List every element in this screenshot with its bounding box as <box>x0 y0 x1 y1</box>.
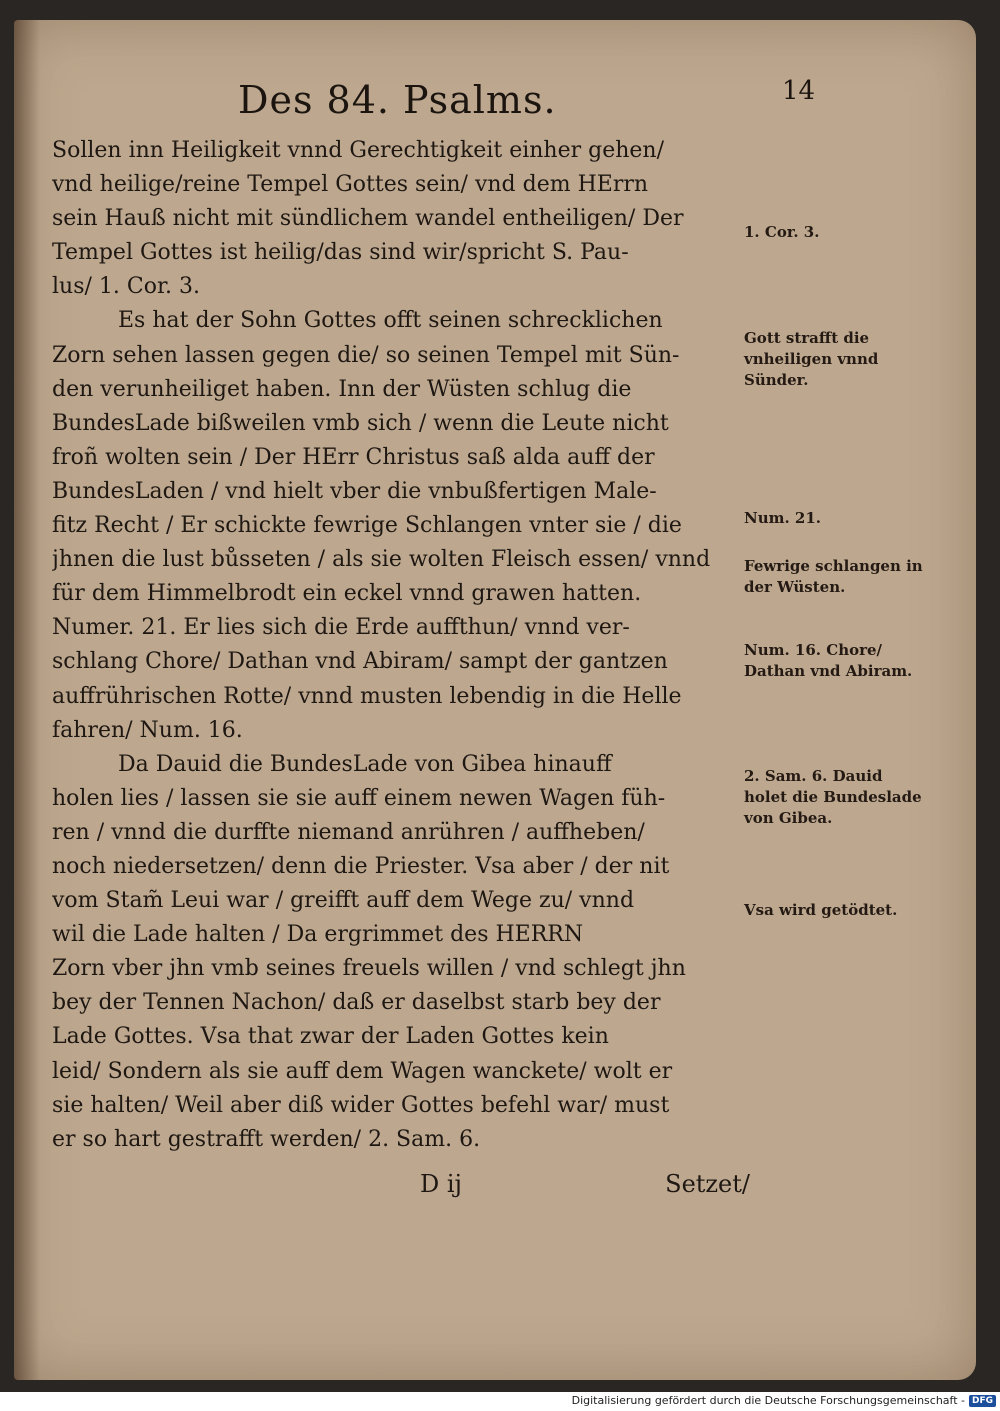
text-line: BundesLade bißweilen vmb sich / wenn die Leute nicht <box>52 410 669 436</box>
text-line: ren / vnnd die durffte niemand anrühren / auffheben/ <box>52 819 645 845</box>
text-line: auffrührischen Rotte/ vnnd musten lebendig in die Helle <box>52 683 682 709</box>
text-line: Zorn vber jhn vmb seines freuels willen / vnd schlegt jhn <box>52 956 686 982</box>
text-line: sein Hauß nicht mit sündlichem wandel entheiligen/ Der <box>52 206 684 232</box>
faded-bleedthrough <box>768 140 898 190</box>
margin-note: 2. Sam. 6. Dauid holet die Bundeslade von Gibea. <box>744 767 922 827</box>
catchword: Setzet/ <box>665 1170 750 1198</box>
text-line: den verunheiliget haben. Inn der Wüsten schlug die <box>52 376 632 402</box>
text-line: er so hart gestrafft werden/ 2. Sam. 6. <box>52 1126 481 1152</box>
text-line: jhnen die lust bůsseten / als sie wolten Fleisch essen/ vnnd <box>52 547 711 573</box>
dfg-logo: DFG <box>969 1395 996 1407</box>
text-line: lus/ 1. Cor. 3. <box>52 274 201 300</box>
page-number: 14 <box>782 76 816 106</box>
margin-note: Fewrige schlangen in der Wüsten. <box>744 557 923 596</box>
text-line: vnd heilige/reine Tempel Gottes sein/ vnd dem HErrn <box>52 172 649 198</box>
digitization-footer <box>572 1394 996 1407</box>
catchline <box>420 1170 750 1208</box>
running-header: Des 84. Psalms. <box>238 78 557 122</box>
text-line: Tempel Gottes ist heilig/das sind wir/spricht S. Pau- <box>52 240 629 266</box>
text-line: sie halten/ Weil aber diß wider Gottes befehl war/ must <box>52 1092 670 1118</box>
footer-credit: Digitalisierung gefördert durch die Deutsche Forschungsgemeinschaft - <box>571 1394 965 1407</box>
text-line: noch niedersetzen/ denn die Priester. Vsa aber / der nit <box>52 853 670 879</box>
text-line: wil die Lade halten / Da ergrimmet des HERRN <box>52 922 584 948</box>
margin-note: Gott strafft die vnheiligen vnnd Sünder. <box>744 329 879 389</box>
margin-note: Vsa wird getödtet. <box>744 901 898 919</box>
text-line: BundesLaden / vnd hielt vber die vnbußfertigen Male- <box>52 478 657 504</box>
text-line: fitz Recht / Er schickte fewrige Schlangen vnter sie / die <box>52 513 682 539</box>
margin-note: Num. 21. <box>744 509 822 527</box>
text-line: vom Stam̃ Leui war / greifft auff dem Wege zu/ vnnd <box>52 888 635 914</box>
margin-note: 1. Cor. 3. <box>744 223 820 241</box>
text-line: für dem Himmelbrodt ein eckel vnnd grawen hatten. <box>52 581 642 607</box>
text-line: bey der Tennen Nachon/ daß er daselbst starb bey der <box>52 990 661 1016</box>
text-line: Numer. 21. Er lies sich die Erde auffthun/ vnnd ver- <box>52 615 630 641</box>
body-text <box>52 134 742 1157</box>
text-line: Sollen inn Heiligkeit vnnd Gerechtigkeit einher gehen/ <box>52 138 664 163</box>
text-line: leid/ Sondern als sie auff dem Wagen wanckete/ wolt er <box>52 1058 673 1084</box>
text-line: froñ wolten sein / Der HErr Christus saß alda auff der <box>52 444 655 470</box>
text-line: fahren/ Num. 16. <box>52 717 243 743</box>
text-line: Es hat der Sohn Gottes offt seinen schrecklichen <box>118 308 663 334</box>
text-line: Da Dauid die BundesLade von Gibea hinauff <box>118 751 612 777</box>
text-line: Zorn sehen lassen gegen die/ so seinen Tempel mit Sün- <box>52 342 680 368</box>
text-line: schlang Chore/ Dathan vnd Abiram/ sampt der gantzen <box>52 649 668 675</box>
signature-mark: D ij <box>420 1170 462 1198</box>
margin-note: Num. 16. Chore/ Dathan vnd Abiram. <box>744 641 913 680</box>
page-gutter-shadow <box>14 20 40 1380</box>
text-line: holen lies / lassen sie sie auff einem newen Wagen füh- <box>52 785 666 811</box>
text-line: Lade Gottes. Vsa that zwar der Laden Gottes kein <box>52 1024 609 1050</box>
